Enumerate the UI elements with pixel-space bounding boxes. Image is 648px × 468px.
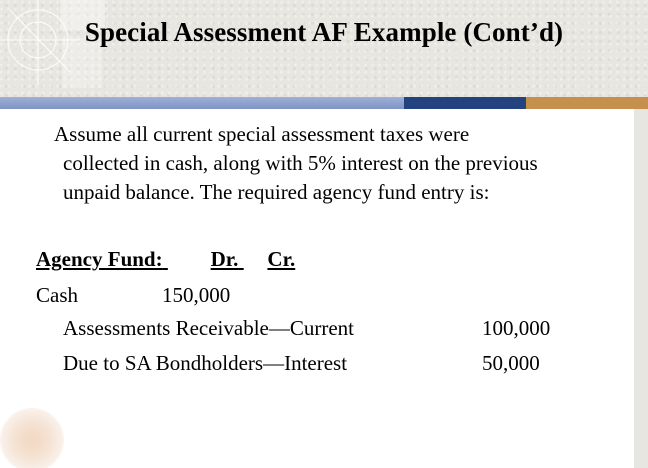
title-rule-right: [526, 97, 648, 109]
paragraph-line-2: collected in cash, along with 5% interest on the previous: [63, 151, 538, 175]
entry-row-account: Due to SA Bondholders—Interest: [63, 351, 348, 375]
entry-row-account: Assessments Receivable—Current: [63, 316, 355, 340]
entry-row-credit: 50,000: [482, 351, 540, 375]
slide-title: Special Assessment AF Example (Cont’d): [84, 17, 564, 47]
entry-row-credit: 100,000: [482, 316, 551, 340]
credit-column-header: Cr.: [267, 247, 296, 271]
paragraph-line-3: unpaid balance. The required agency fund entry is:: [63, 180, 490, 204]
title-rule-middle: [404, 97, 526, 109]
entry-row-debit: 150,000: [162, 283, 231, 307]
right-margin-strip: [634, 109, 648, 468]
description-paragraph: [54, 120, 624, 207]
entry-row-account: Cash: [36, 283, 78, 307]
fund-label: Agency Fund:: [36, 247, 163, 271]
journal-entry-header: [36, 247, 295, 272]
bottom-corner-decoration: [0, 400, 70, 468]
debit-column-header: Dr.: [210, 247, 239, 271]
header-underline-gap-2: [238, 247, 267, 272]
header-underline-gap: [163, 247, 211, 272]
title-rule-left: [0, 97, 404, 109]
corner-globe-decoration: [0, 0, 110, 100]
paragraph-line-1: Assume all current special assessment taxes were: [54, 122, 470, 146]
